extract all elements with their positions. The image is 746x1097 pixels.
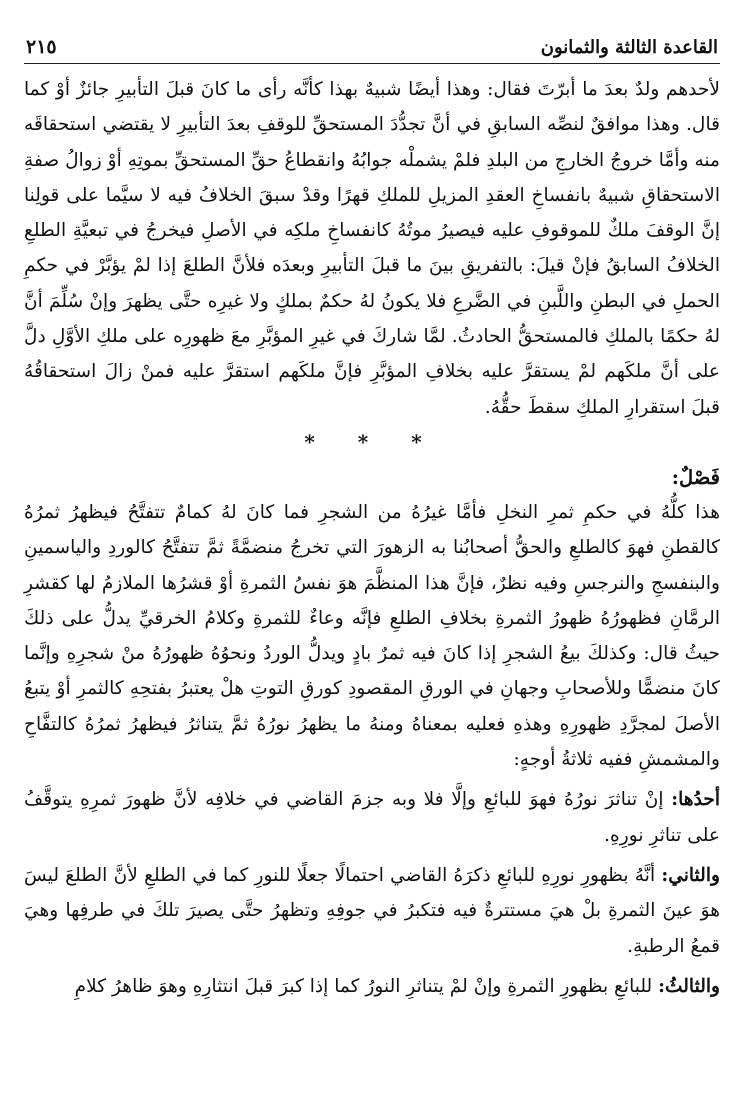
running-head [24,36,720,64]
section-divider: * * * [304,429,440,454]
item-label: والثالثُ: [658,975,720,997]
item-text: أنَّهُ بظهورِ نورِهِ للبائعِ ذكرَهُ القاضي احتمالًا جعلًا للنورِ كما في الطلعِ لأنَّ الطلعَ ليسَ هوَ عينَ الثمرةِ بلْ هيَ مستترةٌ فيه فتكبرُ في جوفِهِ وتظهرُ حتَّى يصيرَ تلكَ في طرفِها وهيَ قمعُ الرطبةِ. [24,864,720,957]
page-number: ٢١٥ [26,36,57,58]
section-heading: فَصْلٌ: [671,465,720,489]
item-label: والثاني: [661,864,720,886]
list-item [24,782,720,853]
chapter-title: القاعدة الثالثة والثمانون [540,37,718,58]
section-body: هذا كلُّهُ في حكمِ ثمرِ النخلِ فأمَّا غيرُهُ من الشجرِ فما كانَ لهُ كمامٌ تتفتَّحُ فيظهرُ ثمرُهُ كالقطنِ فهوَ كالطلعِ والحقُّ أصحابُنا به الزهورَ التي تخرجُ منضمَّةً ثمَّ تتفتَّحُ كالوردِ والياسمينِ والبنفسجِ والنرجسِ وفيه نظرٌ، فإنَّ هذا المنظَّمَ هوَ نفسُ الثمرةِ أوْ قشرُها الملازمُ لها كقشرِ الرمَّانِ فظهورُهُ ظهورُ الثمرةِ بخلافِ الطلعِ فإنَّه وعاءٌ للثمرةِ وكلامُ الخرقيِّ يدلُّ على ذلكَ حيثُ قال: وكذلكَ بيعُ الشجرِ إذا كانَ فيه ثمرٌ بادٍ ويدلُّ الوردُ ونحوُهُ ظهورُهُ منْ شجرِهِ وإنَّما كانَ منضمًّا وللأصحابِ وجهانِ في الورقِ المقصودِ كورقِ التوتِ هلْ يعتبرُ بفتحِهِ كالثمرِ أوْ يتبعُ الأصلَ لمجرَّدِ ظهورِهِ وهذهِ فعليه بمعناهُ ومنهُ ما يظهرُ نورُهُ ثمَّ يتناثرُ فيظهرُ ثمرُهُ كالتفَّاحِ والمشمشِ ففيه ثلاثةُ أوجهٍ: [24,501,720,771]
list-item [24,969,720,1004]
list-item [24,858,720,964]
opening-paragraph: لأحدهم ولدٌ بعدَ ما أبرّتَ فقال: وهذا أيضًا شبيهٌ بهذا كأنَّه رأى ما كانَ قبلَ التأبيرِ جائزٌ أوْ كما قال. وهذا موافقٌ لنصِّه السابقِ في أنَّ تجدُّدَ المستحقِّ للوقفِ بعدَ التأبيرِ لا يقتضي استحقاقَه منه وأمَّا خروجُ الخارجِ من البلدِ فلمْ يشملْه جوابُهُ وانقطاعُ حقِّ المستحقِّ بموتِهِ أوْ زوالُ صفةِ الاستحقاقِ شبيهٌ بانفساخِ العقدِ المزيلِ للملكِ قهرًا وقدْ سبقَ الخلافُ فيه لا سيَّما على قولِنا إنَّ الوقفَ ملكٌ للموقوفِ عليه فيصيرُ موتُهُ كانفساخِ ملكِه في الأصلِ فيخرجُ في تبعيَّةِ الطلعِ الخلافُ السابقُ فإنْ قيلَ: بالتفريقِ بينَ ما قبلَ التأبيرِ وبعدَه فلأنَّ الطلعَ إذا لمْ يؤبَّرْ في حكمِ الحملِ في البطنِ واللَّبنِ في الضَّرعِ فلا يكونُ لهُ حكمٌ بملكٍ ولا غيرِه حتَّى يظهرَ وإنْ سُلِّمَ أنَّ لهُ حكمًا بالملكِ فالمستحقُّ الحادثُ. لمَّا شاركَ في غيرِ المؤبَّرِ معَ ظهورِه على ملكِ الأوَّلِ دلَّ على أنَّ ملكَهم لمْ يستقرَّ عليه بخلافِ المؤبَّرِ فإنَّ ملكَهم استقرَّ عليه فمنْ زالَ استحقاقُهُ قبلَ استقرارِ الملكِ سقطَ حقُّهُ. [24,79,720,418]
item-text: إنْ تناثرَ نورُهُ فهوَ للبائعِ وإلَّا فلا وبه جزمَ القاضي في خلافِه لأنَّ ظهورَ ثمرِهِ يتوقَّفُ على تناثرِ نورِهِ. [24,789,720,846]
item-label: أحدُها: [671,789,720,811]
item-text: للبائعِ بظهورِ الثمرةِ وإنْ لمْ يتناثرِ النورُ كما إذا كبرَ قبلَ انتثارِهِ وهوَ ظاهرُ كلامِ [74,975,653,997]
